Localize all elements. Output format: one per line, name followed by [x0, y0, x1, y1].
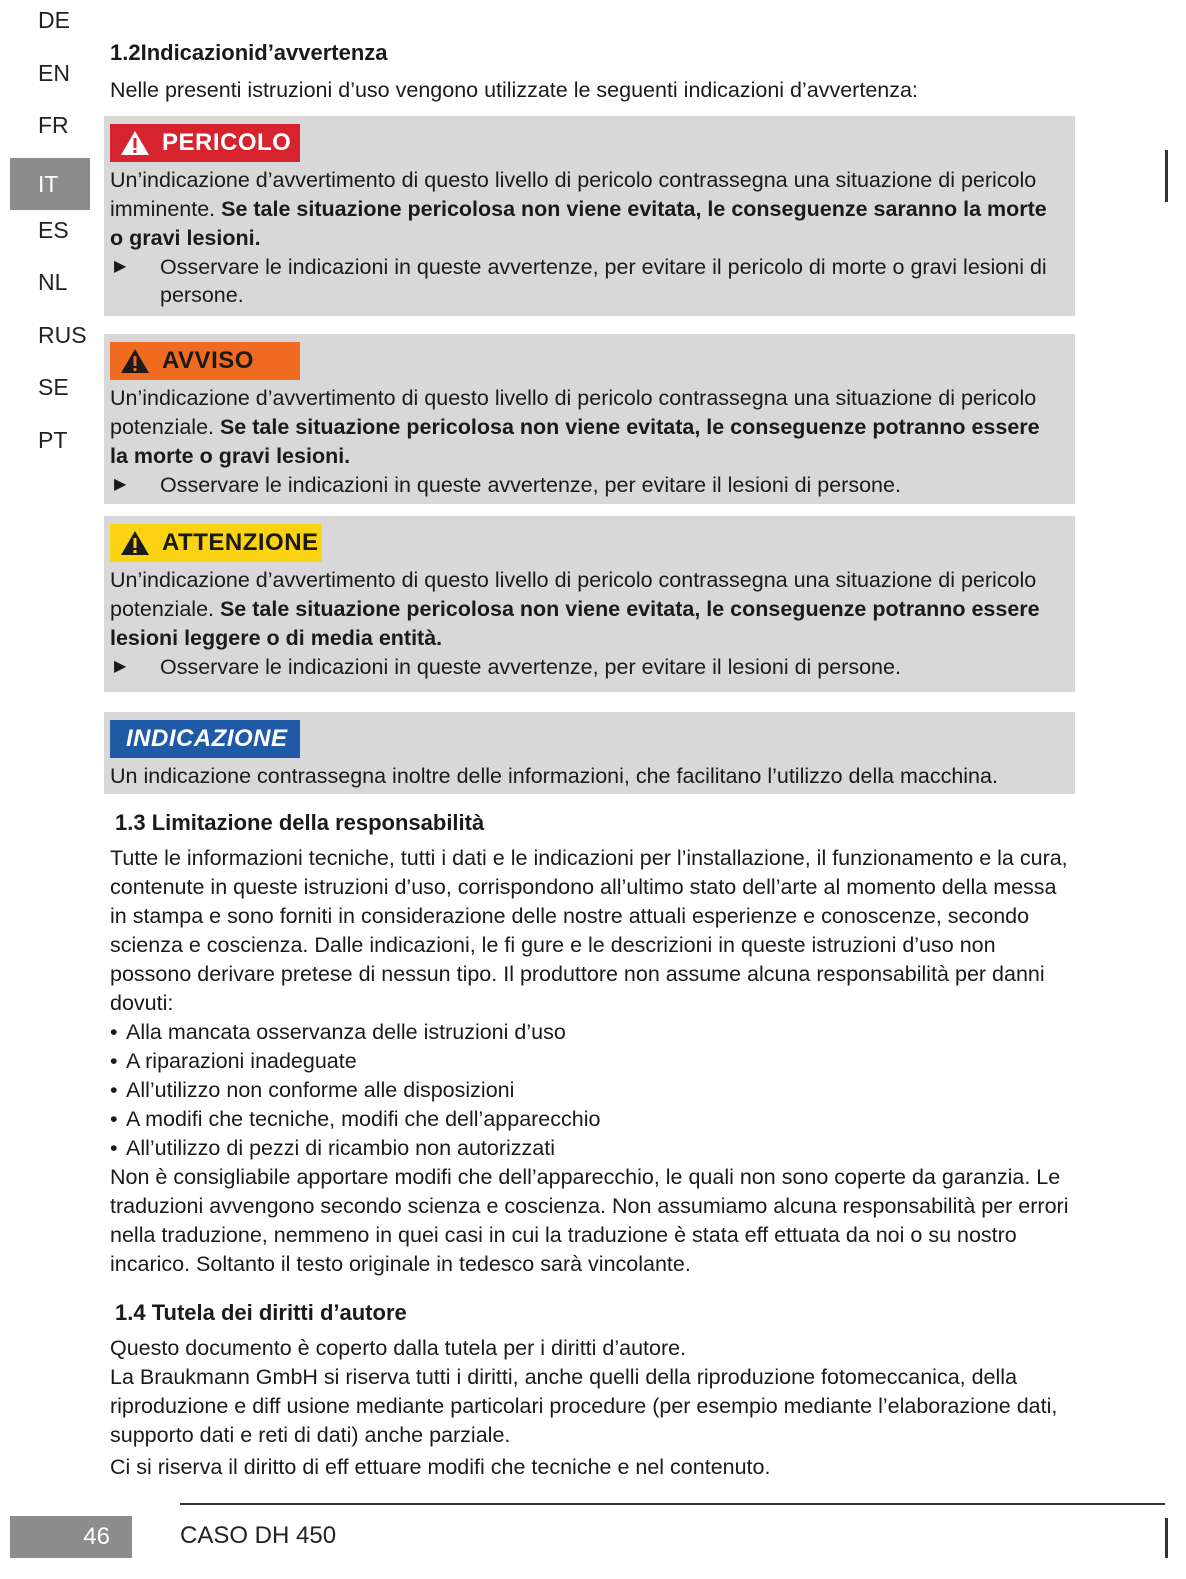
warning-text-normal: Un’indicazione d’avvertimento di questo livello di pericolo contrassegna una situazione di pericolo potenziale.: [110, 386, 1037, 439]
danger-bullet: [110, 253, 1067, 309]
danger-label-text: PERICOLO: [162, 129, 292, 156]
lang-it[interactable]: IT: [10, 158, 90, 210]
margin-marker-top: [1165, 150, 1168, 202]
lang-nl[interactable]: NL: [38, 269, 68, 295]
notice-box: [104, 712, 1075, 794]
lang-es[interactable]: ES: [38, 216, 69, 243]
margin-marker-bottom: [1165, 1518, 1168, 1558]
list-item: • Alla mancata osservanza delle istruzioni d’uso: [110, 1020, 566, 1044]
footer-divider: [180, 1503, 1165, 1505]
copyright-p3: Ci si riserva il diritto di eff ettuare modifi che tecniche e nel contenuto.: [110, 1455, 771, 1479]
lang-fr[interactable]: FR: [38, 112, 69, 138]
warning-box: [104, 334, 1075, 504]
section-1-2: [110, 40, 1075, 105]
list-item: • A modifi che tecniche, modifi che dell’apparecchio: [110, 1107, 601, 1131]
notice-label: INDICAZIONE: [110, 720, 300, 758]
caution-label: [110, 524, 322, 562]
liability-list: [110, 1018, 1075, 1163]
liability-paragraph-2: Non è consigliabile apportare modifi che dell’apparecchio, le quali non sono coperte da garanzia. Le traduzioni avvengono secondo scienza e coscienza. Non assumiamo alcuna responsabilità per errori nella traduzione, nemmeno in quei casi in cui la traduzione è stata eff ettuata da noi o su nostro incarico. Soltanto il testo originale in tedesco sarà vincolante.: [110, 1165, 1069, 1276]
caution-bullet-text: Osservare le indicazioni in queste avvertenze, per evitare il lesioni di persone.: [160, 655, 901, 679]
section-title-1-3: 1.3 Limitazione della responsabilità: [115, 810, 485, 835]
section-1-4: [110, 1300, 1075, 1482]
list-item: • All’utilizzo di pezzi di ricambio non autorizzati: [110, 1136, 555, 1160]
warning-triangle-icon: [120, 348, 150, 374]
arrow-right-icon: ▶: [114, 476, 127, 493]
danger-text-normal: Un’indicazione d’avvertimento di questo livello di pericolo contrassegna una situazione di pericolo imminente.: [110, 168, 1037, 221]
danger-bullet-text: Osservare le indicazioni in queste avvertenze, per evitare il pericolo di morte o gravi lesioni di persone.: [160, 255, 1047, 307]
warning-bullet: [110, 471, 1067, 499]
notice-text: Un indicazione contrassegna inoltre delle informazioni, che facilitano l’utilizzo della macchina.: [110, 764, 998, 788]
caution-box: [104, 516, 1075, 692]
section-title-1-4: 1.4 Tutela dei diritti d’autore: [115, 1300, 407, 1325]
warning-text: [110, 384, 1067, 471]
lang-pt[interactable]: PT: [38, 426, 68, 453]
danger-box: [104, 116, 1075, 316]
warning-label: [110, 342, 300, 380]
caution-label-text: ATTENZIONE: [162, 529, 319, 556]
warning-text-bold: Se tale situazione pericolosa non viene evitata, le conseguenze potranno essere la morte o gravi lesioni.: [110, 415, 1040, 468]
caution-text-normal: Un’indicazione d’avvertimento di questo livello di pericolo contrassegna una situazione di pericolo potenziale.: [110, 568, 1037, 621]
copyright-p2: La Braukmann GmbH si riserva tutti i diritti, anche quelli della riproduzione fotomeccanica, della riproduzione e diff usione mediante particolari procedure (per esempio mediante l’elaborazione dati, supporto dati e reti di dati) anche parziale.: [110, 1365, 1058, 1447]
lang-rus[interactable]: RUS: [38, 321, 87, 348]
warning-triangle-icon: [120, 530, 150, 556]
lang-se[interactable]: SE: [38, 374, 69, 400]
caution-text: [110, 566, 1067, 653]
section-title-1-2: 1.2Indicazionid’avvertenza: [110, 40, 388, 65]
footer-title: CASO DH 450: [180, 1522, 337, 1549]
page-number: 46: [10, 1516, 132, 1558]
liability-paragraph: Tutte le informazioni tecniche, tutti i dati e le indicazioni per l’installazione, il funzionamento e la cura, contenute in queste istruzioni d’uso, corrispondono all’ultimo stato dell’arte al momento della messa in stampa e sono forniti in considerazione delle nostre attuali esperienze e conoscenze, secondo scienza e coscienza. Dalle indicazioni, le fi gure e le descrizioni in queste istruzioni d’uso non possono derivare pretese di nessun tipo. Il produttore non assume alcuna responsabilità per danni dovuti:: [110, 846, 1068, 1015]
list-item: • A riparazioni inadeguate: [110, 1049, 357, 1073]
language-sidebar: [10, 0, 90, 472]
danger-text-bold: Se tale situazione pericolosa non viene evitata, le conseguenze saranno la morte o gravi lesioni.: [110, 197, 1047, 250]
danger-text: [110, 166, 1067, 253]
warning-bullet-text: Osservare le indicazioni in queste avvertenze, per evitare il lesioni di persone.: [160, 473, 901, 497]
copyright-p1: Questo documento è coperto dalla tutela per i diritti d’autore.: [110, 1336, 687, 1360]
arrow-right-icon: ▶: [114, 658, 127, 675]
warning-label-text: AVVISO: [162, 347, 254, 374]
danger-label: [110, 124, 300, 162]
section-1-3: [110, 810, 1075, 1279]
list-item: • All’utilizzo non conforme alle disposizioni: [110, 1078, 515, 1102]
lang-de[interactable]: DE: [38, 7, 70, 33]
caution-bullet: [110, 653, 1067, 681]
warning-triangle-icon: [120, 130, 150, 156]
section-intro: Nelle presenti istruzioni d’uso vengono utilizzate le seguenti indicazioni d’avvertenza:: [110, 78, 918, 102]
lang-en[interactable]: EN: [38, 59, 70, 86]
caution-text-bold: Se tale situazione pericolosa non viene evitata, le conseguenze potranno essere lesioni leggere o di media entità.: [110, 597, 1040, 650]
arrow-right-icon: ▶: [114, 258, 127, 275]
